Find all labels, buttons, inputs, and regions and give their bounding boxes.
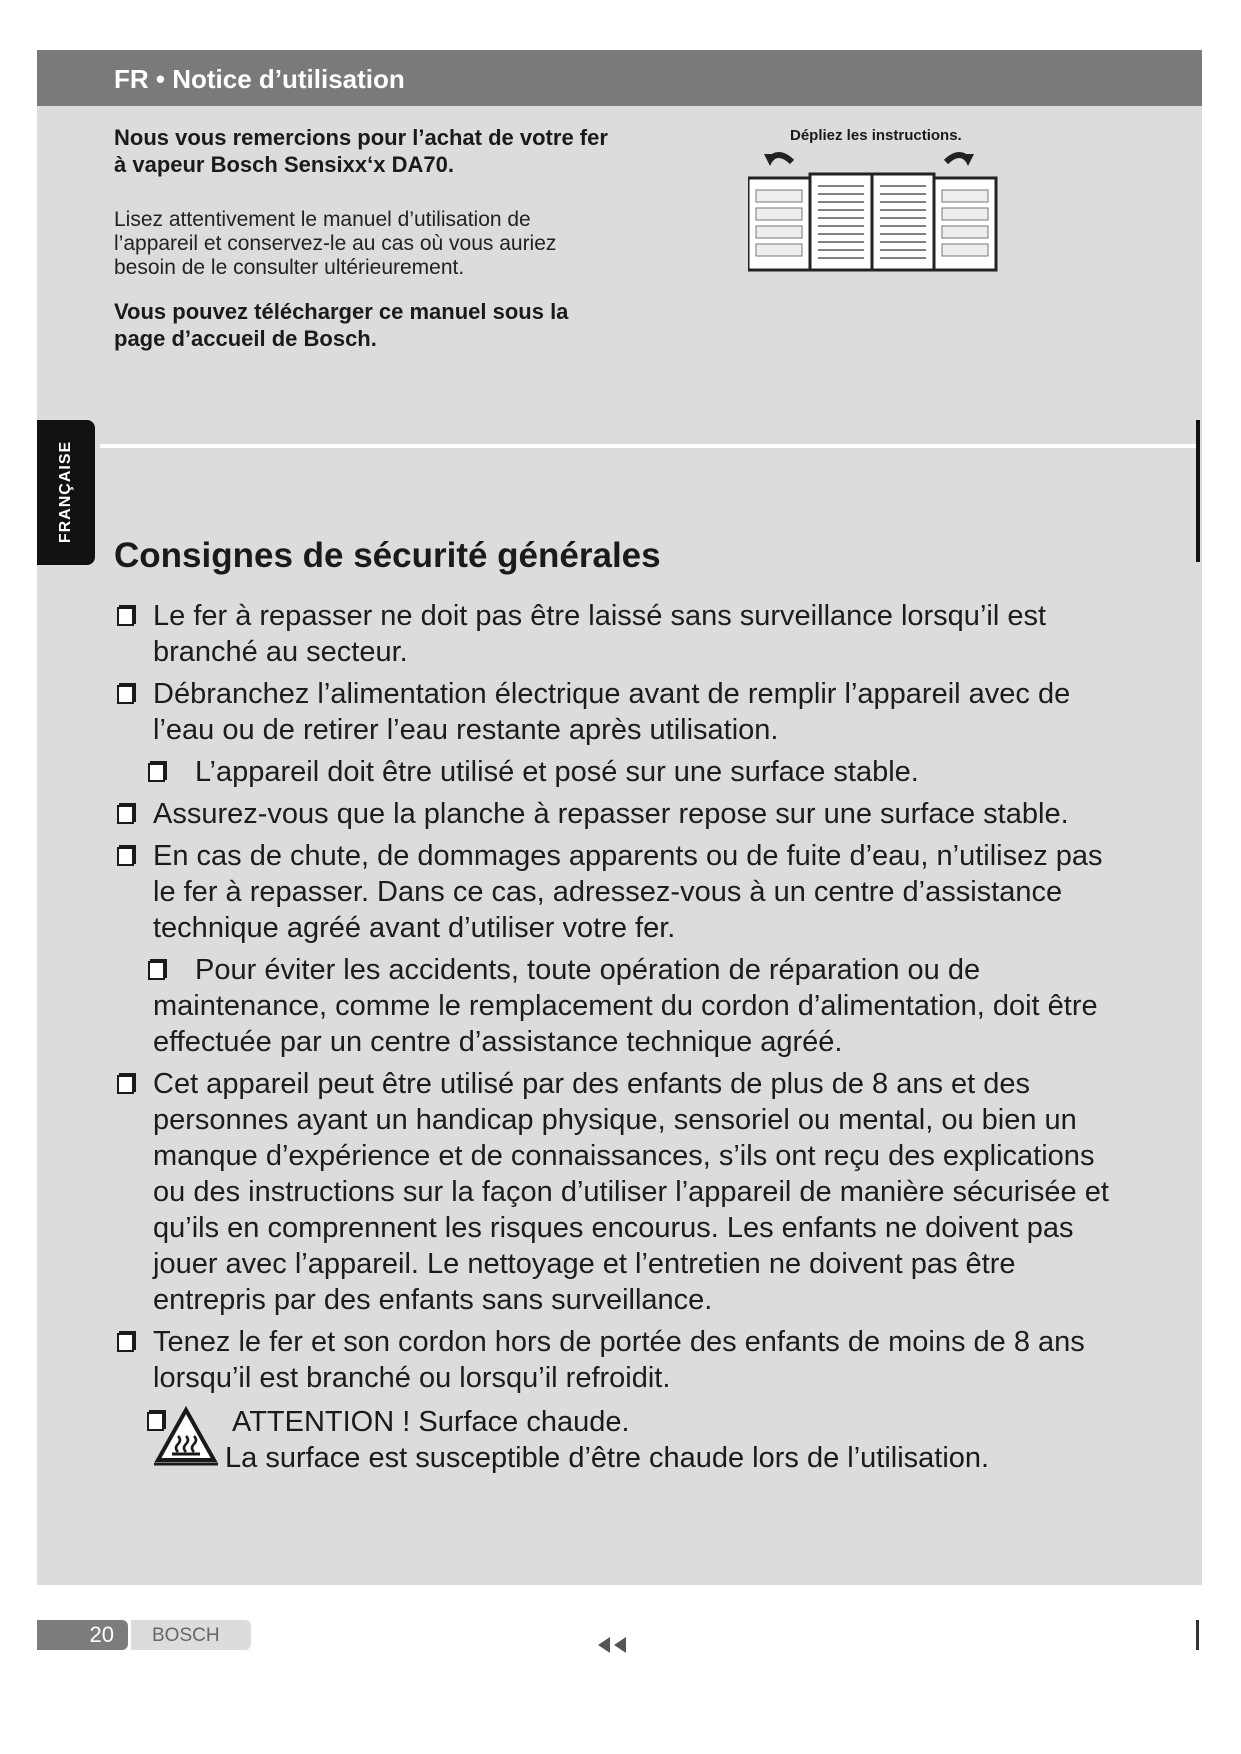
safety-item bbox=[114, 796, 1124, 832]
safety-item bbox=[114, 838, 1124, 946]
safety-item-text: Débranchez l’alimentation électrique avant de remplir l’appareil avec de l’eau ou de retirer l’eau restante après utilisation. bbox=[153, 678, 1071, 746]
safety-item bbox=[114, 676, 1124, 748]
checkbox-bullet-icon bbox=[148, 763, 165, 782]
unfold-caption: Dépliez les instructions. bbox=[790, 127, 962, 144]
safety-item-text: L’appareil doit être utilisé et posé sur une surface stable. bbox=[195, 756, 919, 788]
intro-thanks: Nous vous remercions pour l’achat de votre fer à vapeur Bosch Sensixx‘x DA70. bbox=[114, 125, 608, 177]
hot-surface-warning-icon bbox=[154, 1406, 218, 1471]
intro-download: Vous pouvez télécharger ce manuel sous la page d’accueil de Bosch. bbox=[114, 299, 569, 351]
previous-page-icon[interactable] bbox=[598, 1637, 632, 1658]
safety-item bbox=[114, 1066, 1124, 1318]
page-number: 20 bbox=[89, 1622, 114, 1647]
safety-list bbox=[114, 598, 1124, 1402]
intro-block bbox=[114, 124, 614, 352]
checkbox-bullet-icon bbox=[117, 607, 134, 626]
checkbox-bullet-icon bbox=[148, 961, 165, 980]
safety-item-text: Pour éviter les accidents, toute opération de réparation ou de maintenance, comme le remplacement du cordon d’alimentation, doit être effectuée par un centre d’assistance technique agréé. bbox=[153, 954, 1098, 1058]
safety-item bbox=[114, 952, 1124, 1060]
safety-item bbox=[114, 1324, 1124, 1396]
unfold-booklet-icon bbox=[748, 150, 1004, 283]
section-title: Consignes de sécurité générales bbox=[114, 536, 661, 575]
warning-title: ATTENTION ! Surface chaude. bbox=[232, 1406, 630, 1438]
checkbox-bullet-icon bbox=[117, 1333, 134, 1352]
right-edge-marker bbox=[1196, 420, 1200, 562]
footer-brand: BOSCH bbox=[152, 1625, 220, 1646]
section-divider bbox=[100, 444, 1197, 448]
warning-text: La surface est susceptible d’être chaude lors de l’utilisation. bbox=[225, 1442, 990, 1474]
safety-item bbox=[114, 754, 1124, 790]
safety-item bbox=[114, 598, 1124, 670]
safety-item-text: En cas de chute, de dommages apparents ou de fuite d’eau, n’utilisez pas le fer à repasser. Dans ce cas, adressez-vous à un centre d’assistance technique agréé avant d’utiliser votre fer. bbox=[153, 840, 1103, 944]
checkbox-bullet-icon bbox=[117, 1075, 134, 1094]
safety-item-text: Tenez le fer et son cordon hors de portée des enfants de moins de 8 ans lorsqu’il est branché ou lorsqu’il refroidit. bbox=[153, 1326, 1085, 1394]
header-title: FR • Notice d’utilisation bbox=[114, 64, 405, 94]
safety-item-text: Le fer à repasser ne doit pas être laissé sans surveillance lorsqu’il est branché au secteur. bbox=[153, 600, 1047, 668]
safety-item-text: Assurez-vous que la planche à repasser repose sur une surface stable. bbox=[153, 798, 1069, 830]
footer-rule bbox=[1196, 1620, 1199, 1650]
checkbox-bullet-icon bbox=[117, 847, 134, 866]
intro-read: Lisez attentivement le manuel d’utilisation de l’appareil et conservez-le au cas où vous auriez besoin de le consulter ultérieurement. bbox=[114, 208, 557, 279]
checkbox-bullet-icon bbox=[117, 685, 134, 704]
checkbox-bullet-icon bbox=[117, 805, 134, 824]
language-side-tab-label: FRANÇAISE bbox=[57, 440, 74, 544]
safety-item-text: Cet appareil peut être utilisé par des enfants de plus de 8 ans et des personnes ayant un handicap physique, sensoriel ou mental, ou bien un manque d’expérience et de connaissances, s’ils ont reçu des explications ou des instructions sur la façon d’utiliser l’appareil de manière sécurisée et qu’ils en comprennent les risques encourus. Les enfants ne doivent pas jouer avec l’appareil. Le nettoyage et l’entretien ne doivent pas être entrepris par des enfants sans surveillance. bbox=[153, 1068, 1109, 1316]
